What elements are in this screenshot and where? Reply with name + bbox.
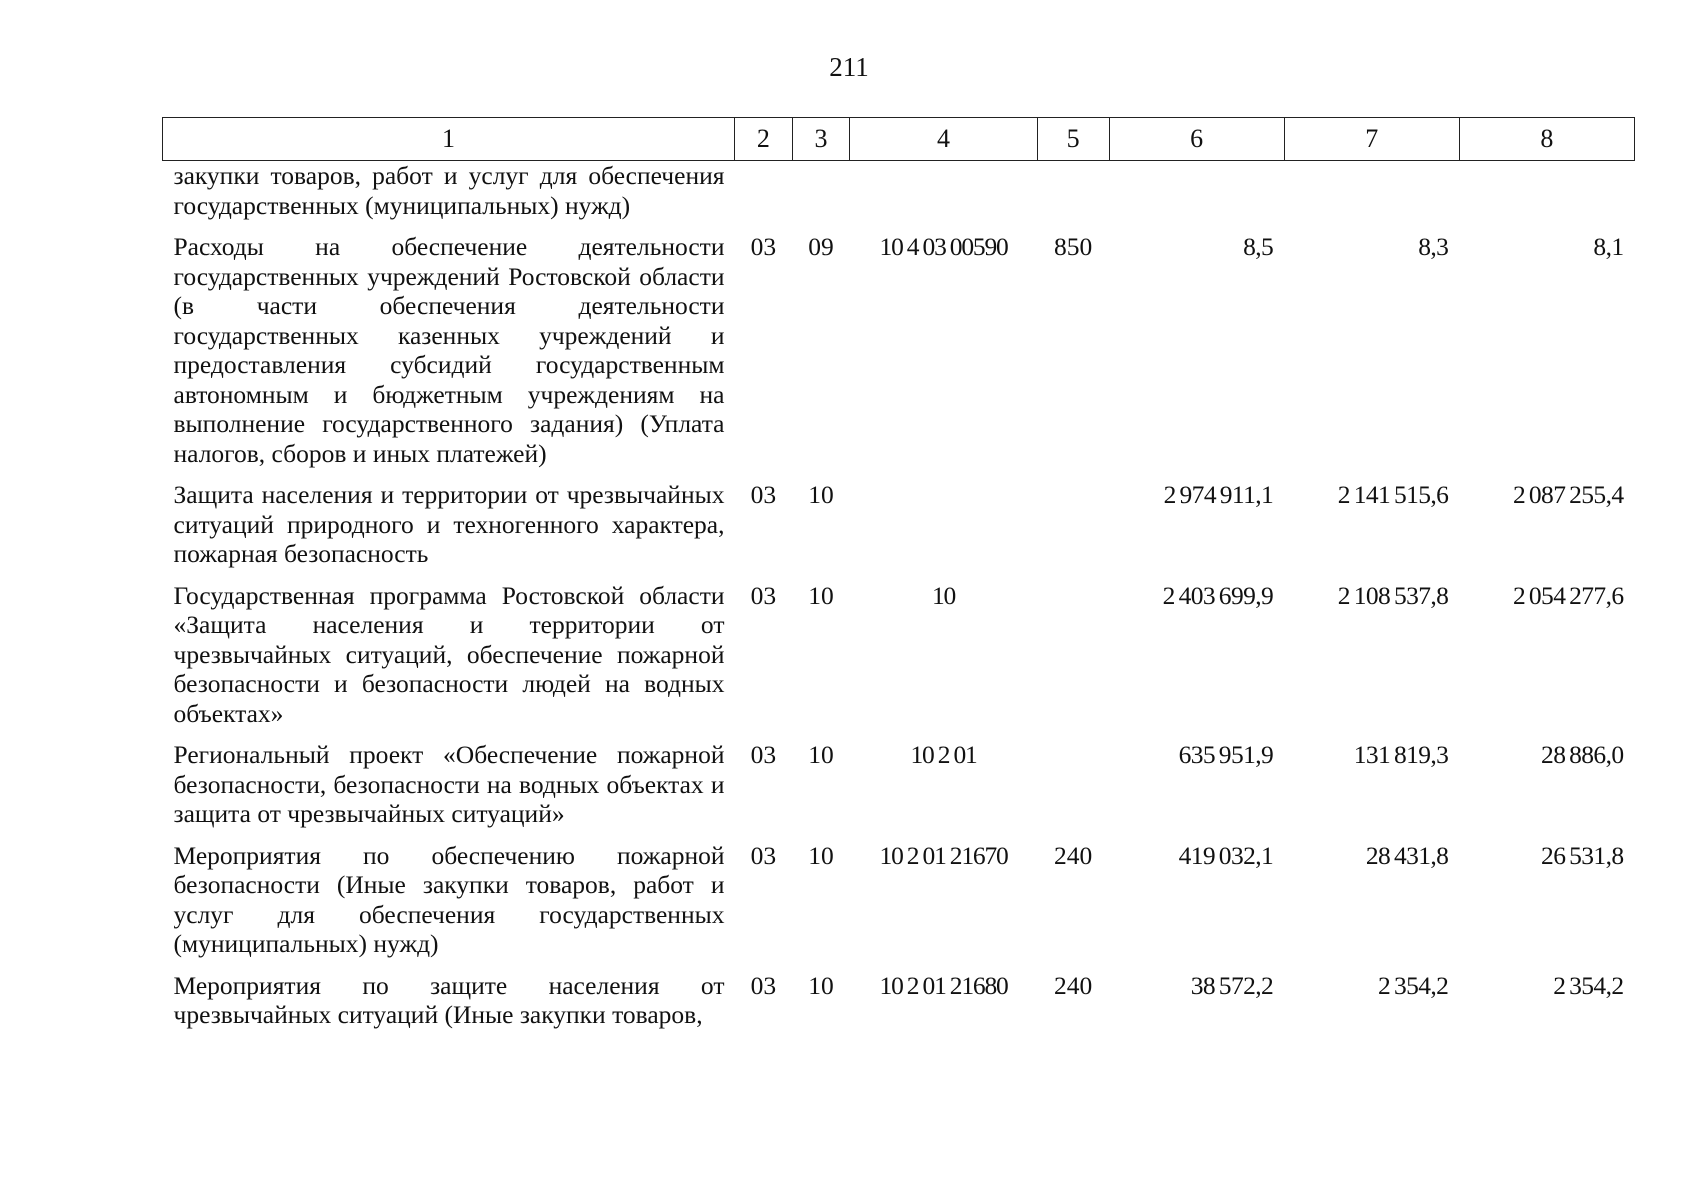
row-section: 03 <box>750 580 777 610</box>
row-target-article <box>850 480 1037 581</box>
row-expense-type: 240 <box>1053 840 1093 870</box>
row-description: Расходы на обеспечение деятельности государственных учреждений Ростовской области (в части обеспечения деятельности государственных казенных учреждений и предоставления субсидий государственным автономным и бюджетным учреждениям на выполнение государственного задания) (Уплата налогов, сборов и иных платежей) <box>173 232 725 468</box>
page-number: 211 <box>829 52 869 82</box>
column-header: 8 <box>1459 118 1634 161</box>
row-amount-col8: 26 531,8 <box>1541 840 1624 870</box>
table-row <box>163 740 1635 841</box>
table-row <box>163 971 1635 1030</box>
row-amount-col7: 2 354,2 <box>1378 970 1449 1000</box>
row-amount-col8: 2 054 277,6 <box>1512 580 1624 610</box>
row-target-article <box>850 161 1037 233</box>
table-row <box>163 161 1635 233</box>
column-header: 6 <box>1109 118 1284 161</box>
row-section: 03 <box>750 840 777 870</box>
row-amount-col7: 8,3 <box>1418 232 1449 261</box>
table-row <box>163 480 1635 581</box>
row-amount-col8: 8,1 <box>1593 232 1624 261</box>
column-header: 4 <box>850 118 1037 161</box>
column-header: 3 <box>792 118 850 161</box>
row-amount-col6: 419 032,1 <box>1178 840 1274 870</box>
row-amount-col7: 28 431,8 <box>1365 840 1449 870</box>
row-section: 03 <box>750 740 777 769</box>
row-amount-col7 <box>1284 161 1459 233</box>
row-expense-type <box>1037 740 1109 841</box>
row-section: 03 <box>750 970 777 1000</box>
row-description: Мероприятия по защите населения от чрезвычайных ситуаций (Иные закупки товаров, <box>173 970 725 1029</box>
row-subsection: 10 <box>808 580 834 610</box>
row-description: Государственная программа Ростовской области «Защита населения и территории от чрезвычайных ситуаций, обеспечение пожарной безопасности и безопасности людей на водных объектах» <box>173 580 725 728</box>
column-header: 7 <box>1284 118 1459 161</box>
row-amount-col8: 2 354,2 <box>1553 970 1624 1000</box>
row-target-article: 10 2 01 21680 <box>879 970 1008 1000</box>
table-row <box>163 232 1635 480</box>
row-section <box>734 161 792 233</box>
column-header: 1 <box>163 118 735 161</box>
row-target-article: 10 2 01 21670 <box>879 840 1008 870</box>
row-target-article: 10 4 03 00590 <box>879 232 1008 261</box>
row-subsection: 10 <box>808 740 834 769</box>
row-amount-col6: 8,5 <box>1243 232 1274 261</box>
row-description: закупки товаров, работ и услуг для обеспечения государственных (муниципальных) нужд) <box>173 161 725 220</box>
row-amount-col8: 2 087 255,4 <box>1512 480 1624 509</box>
row-amount-col7: 131 819,3 <box>1353 740 1449 769</box>
row-expense-type: 240 <box>1053 970 1093 1000</box>
table-row <box>163 581 1635 741</box>
table-header <box>163 118 1635 161</box>
table-row <box>163 841 1635 971</box>
row-amount-col6: 38 572,2 <box>1190 970 1274 1000</box>
column-header: 5 <box>1037 118 1109 161</box>
row-subsection: 09 <box>808 232 834 261</box>
row-target-article: 10 <box>931 580 956 610</box>
row-subsection: 10 <box>808 970 834 1000</box>
row-expense-type <box>1037 581 1109 741</box>
row-section: 03 <box>750 232 777 261</box>
row-amount-col7: 2 108 537,8 <box>1337 580 1449 610</box>
row-description: Мероприятия по обеспечению пожарной безопасности (Иные закупки товаров, работ и услуг для обеспечения государственных (муниципальных) нужд) <box>173 840 725 958</box>
row-section: 03 <box>750 480 777 509</box>
row-amount-col6: 2 403 699,9 <box>1162 580 1274 610</box>
column-header: 2 <box>734 118 792 161</box>
row-subsection: 10 <box>808 840 834 870</box>
row-description: Региональный проект «Обеспечение пожарной безопасности, безопасности на водных объектах и защита от чрезвычайных ситуаций» <box>173 740 725 828</box>
row-expense-type <box>1037 480 1109 581</box>
row-subsection <box>792 161 850 233</box>
budget-table <box>162 117 1635 1030</box>
row-expense-type: 850 <box>1053 232 1093 261</box>
row-expense-type <box>1037 161 1109 233</box>
row-amount-col6: 2 974 911,1 <box>1163 480 1274 509</box>
table-body <box>163 161 1635 1030</box>
row-amount-col7: 2 141 515,6 <box>1337 480 1449 509</box>
row-amount-col8 <box>1459 161 1634 233</box>
header-row <box>163 118 1635 161</box>
row-amount-col8: 28 886,0 <box>1541 740 1624 769</box>
row-amount-col6: 635 951,9 <box>1178 740 1274 769</box>
row-target-article: 10 2 01 <box>910 740 977 769</box>
row-amount-col6 <box>1109 161 1284 233</box>
row-description: Защита населения и территории от чрезвычайных ситуаций природного и техногенного характера, пожарная безопасность <box>173 480 725 568</box>
row-subsection: 10 <box>808 480 834 509</box>
